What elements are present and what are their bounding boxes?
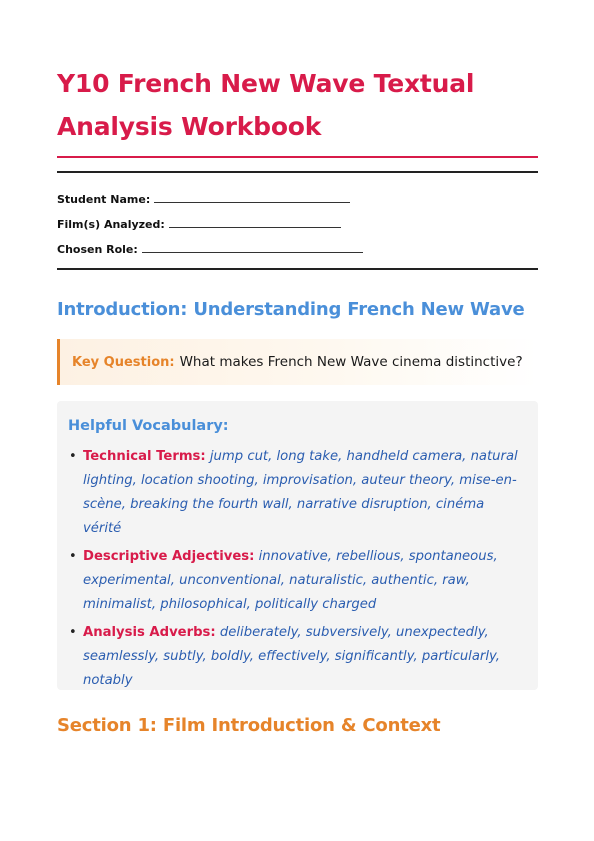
intro-heading: Introduction: Understanding French New Wave	[57, 299, 525, 320]
title-divider-black	[57, 171, 538, 173]
vocabulary-list	[68, 445, 524, 693]
bullet-icon: •	[69, 625, 77, 640]
vocab-item-terms: deliberately, subversively, unexpectedly, seamlessly, subtly, boldly, effectively, significantly, particularly, notably	[83, 625, 500, 688]
fields-divider	[57, 268, 538, 270]
vocab-item-terms: jump cut, long take, handheld camera, natural lighting, location shooting, improvisation, auteur theory, mise-en-scène, breaking the fourth wall, narrative disruption, cinéma vérité	[83, 449, 518, 536]
vocab-item-label: Descriptive Adjectives:	[83, 549, 255, 564]
key-question-label: Key Question:	[72, 354, 175, 370]
films-analyzed-field	[57, 218, 538, 231]
title-divider-red	[57, 156, 538, 158]
student-name-blank[interactable]	[154, 193, 350, 203]
chosen-role-label: Chosen Role:	[57, 243, 138, 256]
vocab-item-descriptive-adjectives	[68, 545, 524, 617]
student-info-fields	[57, 193, 538, 256]
key-question-text: What makes French New Wave cinema distinctive?	[179, 354, 523, 370]
key-question-box	[57, 339, 538, 385]
student-name-label: Student Name:	[57, 193, 151, 206]
vocabulary-box	[57, 401, 538, 690]
vocab-item-analysis-adverbs	[68, 621, 524, 693]
vocab-item-label: Analysis Adverbs:	[83, 625, 216, 640]
page-title: Y10 French New Wave Textual Analysis Workbook	[57, 69, 475, 141]
chosen-role-field	[57, 243, 538, 256]
bullet-icon: •	[69, 549, 77, 564]
student-name-field	[57, 193, 538, 206]
vocab-item-label: Technical Terms:	[83, 449, 206, 464]
vocab-item-terms: innovative, rebellious, spontaneous, experimental, unconventional, naturalistic, authentic, raw, minimalist, philosophical, politically charged	[83, 549, 498, 612]
bullet-icon: •	[69, 449, 77, 464]
films-analyzed-label: Film(s) Analyzed:	[57, 218, 165, 231]
vocabulary-heading: Helpful Vocabulary:	[68, 418, 229, 434]
section-1-heading: Section 1: Film Introduction & Context	[57, 715, 441, 736]
chosen-role-blank[interactable]	[142, 243, 363, 253]
films-analyzed-blank[interactable]	[169, 218, 341, 228]
vocab-item-technical-terms	[68, 445, 524, 541]
